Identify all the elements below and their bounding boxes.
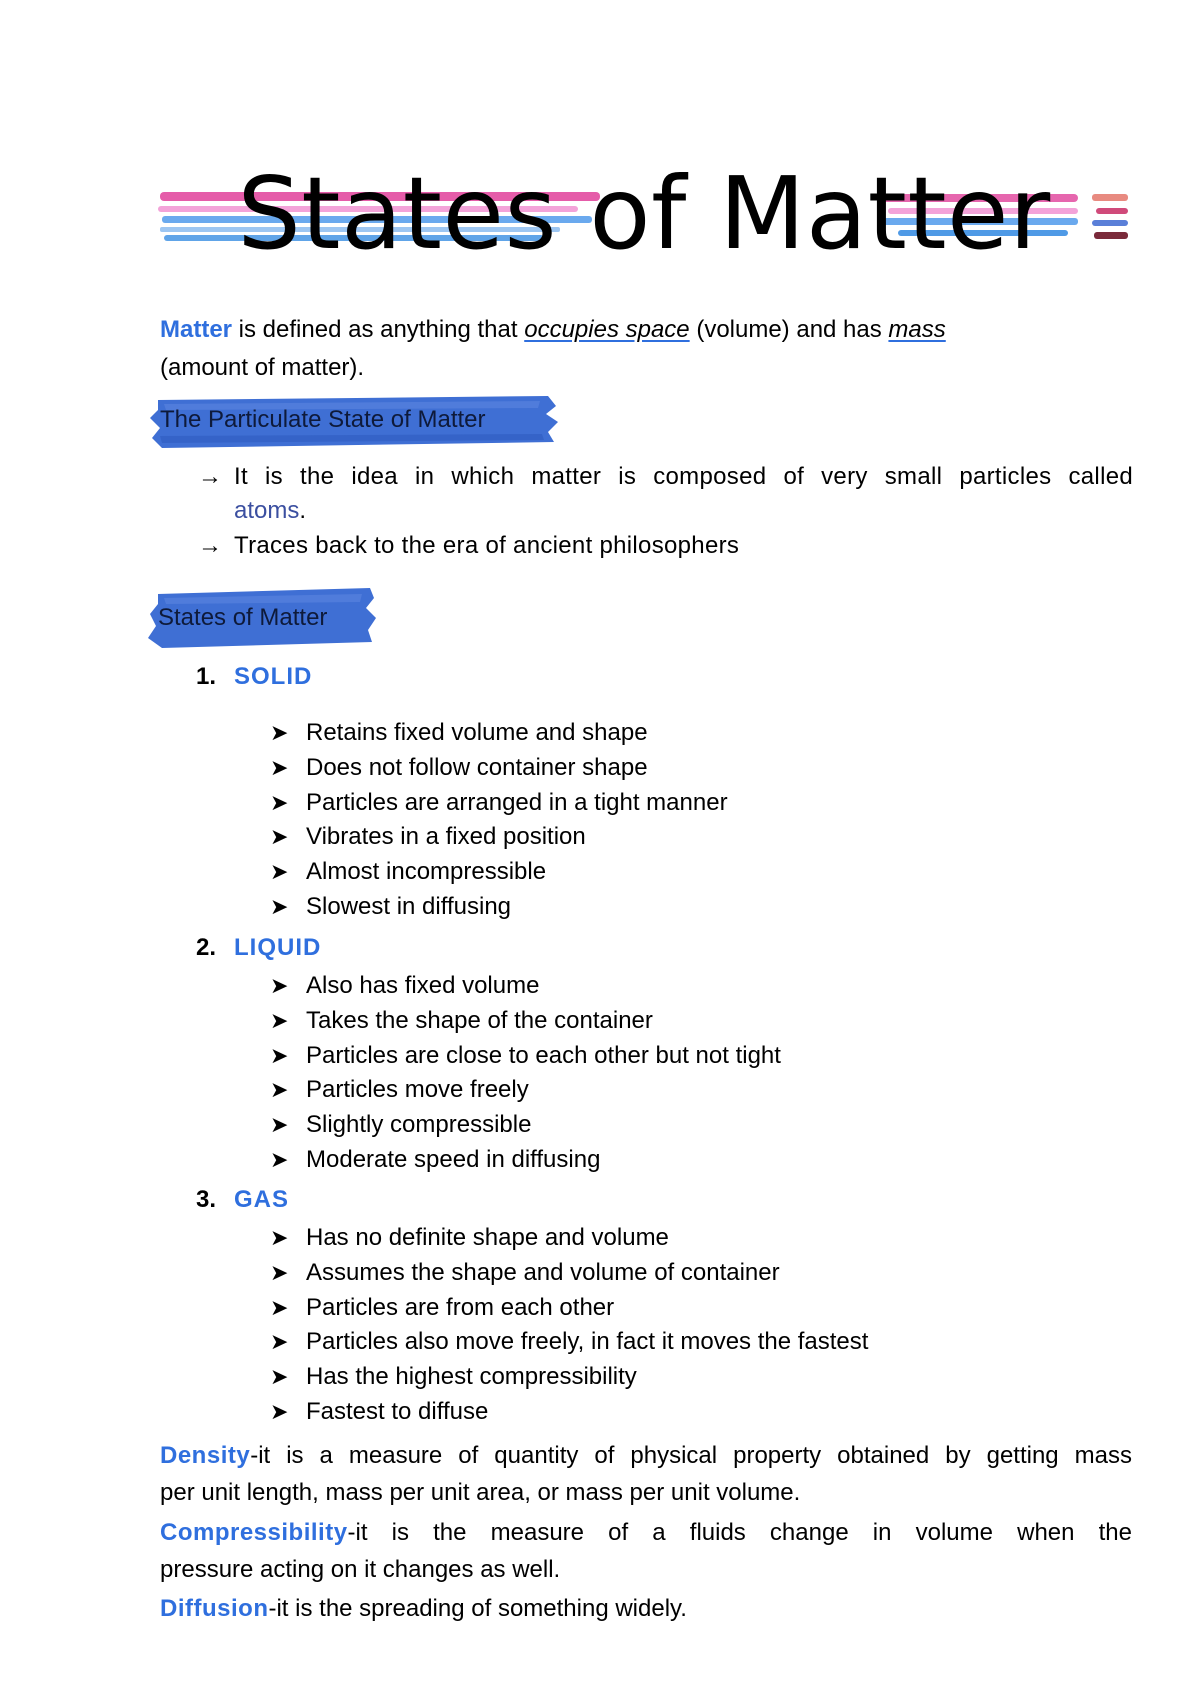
title-block [158,150,1130,280]
list-item [270,1143,781,1178]
list-item [270,1004,781,1039]
state-name: LIQUID [234,934,322,961]
bullet-text: Assumes the shape and volume of container [306,1258,780,1286]
arrow-item-text: It is the idea in which matter is composed of very small particles called [234,463,1133,490]
bullet-text: Fastest to diffuse [306,1397,489,1425]
definition-compressibility [160,1514,1132,1588]
term-compressibility: Compressibility [160,1519,348,1546]
list-number: 2. [196,934,217,961]
definition-line-2: pressure acting on it changes as well. [160,1556,561,1583]
term-diffusion: Diffusion [160,1595,269,1622]
gas-bullet-list [270,1221,868,1430]
bullet-text: Takes the shape of the container [306,1006,653,1034]
state-heading-solid [196,662,312,692]
bullet-text: Particles are arranged in a tight manner [306,788,728,816]
page-title: States of Matter [237,155,1051,272]
arrow-icon: → [198,532,222,559]
arrowhead-bullet-icon: ➤ [270,1042,289,1068]
definition-text: -it is a measure of quantity of physical property obtained by getting mass [250,1442,1132,1469]
list-item [270,1039,781,1074]
list-item [270,716,728,751]
definition-density [160,1437,1132,1511]
period: . [299,497,307,524]
list-item [270,1360,868,1395]
section-heading: The Particulate State of Matter [160,406,486,433]
definition-text: -it is the spreading of something widely. [268,1595,687,1622]
list-number: 3. [196,1186,217,1213]
definition-line-2: per unit length, mass per unit area, or mass per unit volume. [160,1479,801,1506]
list-item [270,751,728,786]
section-heading: States of Matter [158,604,328,631]
bullet-text: Slowest in diffusing [306,892,512,920]
bullet-text: Moderate speed in diffusing [306,1145,601,1173]
bullet-text: Does not follow container shape [306,753,648,781]
bullet-text: Almost incompressible [306,858,547,886]
arrow-item-2 [198,529,1133,563]
list-item [270,969,781,1004]
arrowhead-bullet-icon: ➤ [270,893,289,919]
arrowhead-bullet-icon: ➤ [270,720,289,745]
arrowhead-bullet-icon: ➤ [270,1007,289,1033]
state-name: GAS [234,1186,290,1213]
term-matter: Matter [160,316,233,343]
intro-line-1 [160,311,1132,349]
bullet-text: Retains fixed volume and shape [306,719,648,746]
arrowhead-bullet-icon: ➤ [270,824,289,850]
intro-paragraph [160,311,1132,387]
list-item [270,1108,781,1143]
term-atoms: atoms [234,497,300,524]
arrowhead-bullet-icon: ➤ [270,1146,289,1172]
term-density: Density [160,1442,251,1469]
bullet-text: Has the highest compressibility [306,1363,637,1391]
list-item [270,1395,868,1430]
arrowhead-bullet-icon: ➤ [270,1364,289,1390]
bullet-text: Particles are from each other [306,1293,615,1321]
bullet-text: Vibrates in a fixed position [306,823,586,851]
arrowhead-bullet-icon: ➤ [270,1398,289,1424]
arrowhead-bullet-icon: ➤ [270,1329,289,1355]
definition-diffusion [160,1590,1132,1627]
list-item [270,820,728,855]
state-heading-liquid [196,933,321,963]
list-item [270,1325,868,1360]
bullet-text: Particles move freely [306,1076,529,1104]
intro-text: (volume) and has [689,316,889,343]
arrow-item-text: Traces back to the era of ancient philosophers [234,532,740,559]
bullet-text: Particles also move freely, in fact it moves the fastest [306,1328,869,1356]
list-item [270,786,728,821]
arrow-icon: → [198,463,222,490]
arrow-item-continuation [234,494,306,528]
term-occupies-space: occupies space [524,316,690,343]
bullet-text: Slightly compressible [306,1111,532,1139]
list-number: 1. [196,663,217,690]
intro-text: is defined as anything that [232,316,525,343]
arrowhead-bullet-icon: ➤ [270,859,289,885]
list-item [270,1291,868,1326]
intro-line-2: (amount of matter). [160,354,365,381]
list-item [270,855,728,890]
arrowhead-bullet-icon: ➤ [270,1077,289,1103]
bullet-text: Has no definite shape and volume [306,1224,669,1251]
section-header-particulate [150,392,560,450]
arrow-item-1 [198,460,1133,530]
section-header-states [148,588,378,646]
arrowhead-bullet-icon: ➤ [270,1294,289,1320]
arrowhead-bullet-icon: ➤ [270,754,289,780]
definition-line-1 [160,1437,1132,1474]
list-item [270,1221,868,1256]
arrowhead-bullet-icon: ➤ [270,1259,289,1285]
term-mass: mass [888,316,946,343]
state-heading-gas [196,1185,289,1215]
liquid-bullet-list [270,969,781,1178]
definition-line-1 [160,1590,1132,1627]
bullet-text: Particles are close to each other but not tight [306,1041,781,1069]
definition-text: -it is the measure of a fluids change in volume when the [347,1519,1132,1546]
state-name: SOLID [234,663,313,690]
arrowhead-bullet-icon: ➤ [270,1225,289,1250]
list-item [270,890,728,925]
arrowhead-bullet-icon: ➤ [270,973,289,998]
list-item [270,1073,781,1108]
solid-bullet-list [270,716,728,925]
bullet-text: Also has fixed volume [306,972,540,999]
list-item [270,1256,868,1291]
definition-line-1 [160,1514,1132,1551]
arrowhead-bullet-icon: ➤ [270,1112,289,1138]
arrowhead-bullet-icon: ➤ [270,789,289,815]
